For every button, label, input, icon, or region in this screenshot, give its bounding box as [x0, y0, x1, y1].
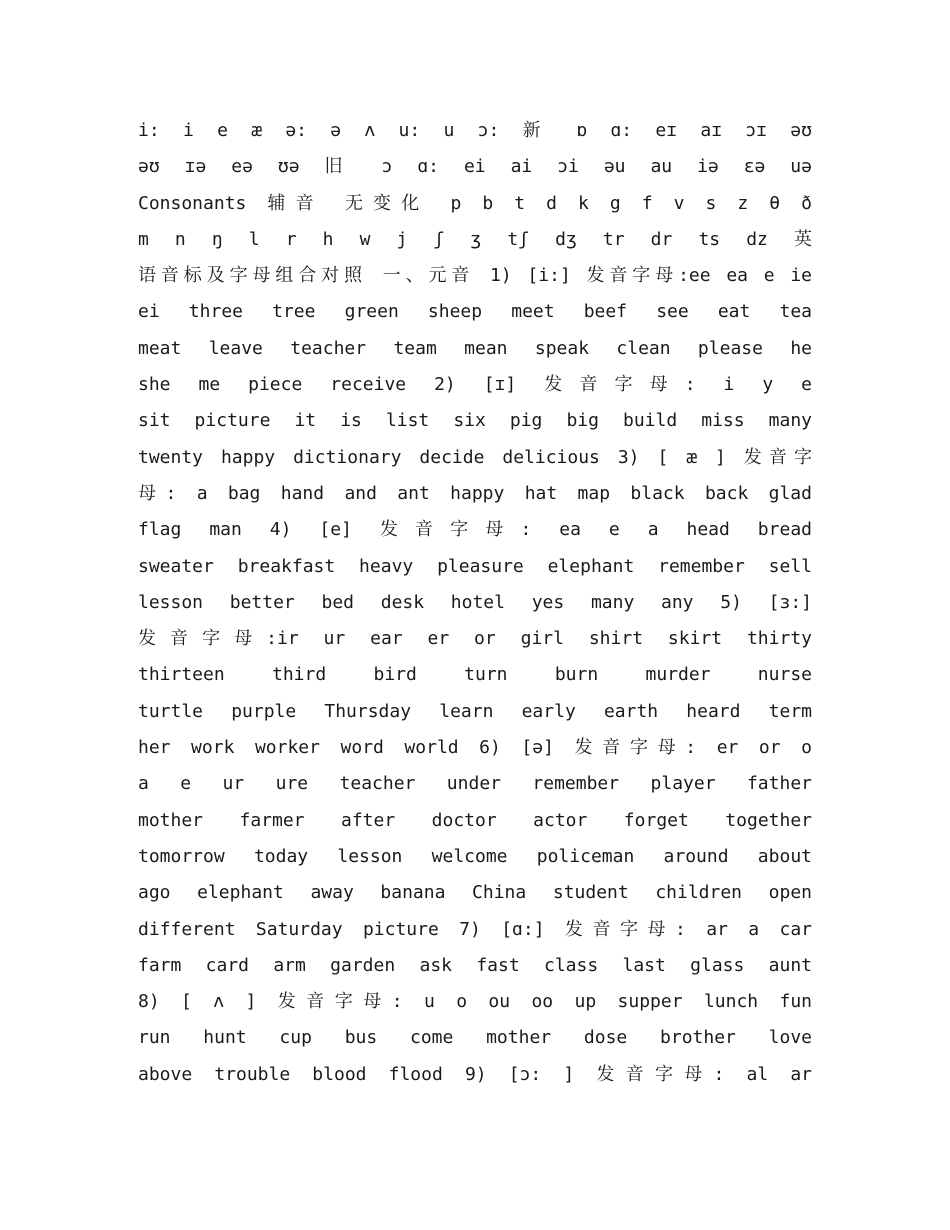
- text-line: flag man 4) [e] 发音字母: ea e a head bread: [138, 519, 812, 541]
- text-line: Consonants 辅音 无变化 p b t d k g f v s z θ ð: [138, 192, 812, 214]
- text-line: 8) [ ʌ ] 发音字母: u o ou oo up supper lunch fun: [138, 991, 812, 1013]
- text-line: thirteen third bird turn burn murder nurse: [138, 664, 812, 686]
- text-line: her work worker word world 6) [ə] 发音字母: er or o: [138, 737, 812, 759]
- text-line: əʊ ɪə eə ʊə 旧 ɔ ɑ: ei ai ɔi əu au iə ɛə uə: [138, 156, 812, 178]
- text-line: farm card arm garden ask fast class last glass aunt: [138, 954, 812, 976]
- text-line: a e ur ure teacher under remember player father: [138, 773, 812, 795]
- text-line: sit picture it is list six pig big build miss many: [138, 410, 812, 432]
- text-line: turtle purple Thursday learn early earth heard term: [138, 700, 812, 722]
- text-line: 发音字母:ir ur ear er or girl shirt skirt thirty: [138, 628, 812, 650]
- text-line: sweater breakfast heavy pleasure elephant remember sell: [138, 555, 812, 577]
- text-line: above trouble blood flood 9) [ɔ: ] 发音字母: al ar: [138, 1063, 812, 1085]
- text-line: m n ŋ l r h w j ʃ ʒ tʃ dʒ tr dr ts dz 英: [138, 228, 812, 250]
- text-line: she me piece receive 2) [ɪ] 发音字母: i y e: [138, 374, 812, 396]
- text-line: i: i e æ ə: ə ʌ u: u ɔ: 新 ɒ ɑ: eɪ aɪ ɔɪ əʊ: [138, 120, 812, 141]
- document-body: [138, 113, 812, 1093]
- text-line: twenty happy dictionary decide delicious 3) [ æ ] 发音字: [138, 446, 812, 468]
- text-line: ei three tree green sheep meet beef see eat tea: [138, 301, 812, 323]
- text-line: different Saturday picture 7) [ɑ:] 发音字母: ar a car: [138, 918, 812, 940]
- text-line: tomorrow today lesson welcome policeman around about: [138, 845, 812, 867]
- text-line: ago elephant away banana China student children open: [138, 882, 812, 904]
- text-line: 语音标及字母组合对照 一、元音 1) [i:] 发音字母:ee ea e ie: [138, 265, 812, 287]
- text-line: mother farmer after doctor actor forget together: [138, 809, 812, 831]
- text-line: 母: a bag hand and ant happy hat map black back glad: [138, 482, 812, 504]
- text-line: run hunt cup bus come mother dose brother love: [138, 1027, 812, 1049]
- text-line: lesson better bed desk hotel yes many any 5) [ɜ:]: [138, 591, 812, 613]
- text-line: meat leave teacher team mean speak clean please he: [138, 337, 812, 359]
